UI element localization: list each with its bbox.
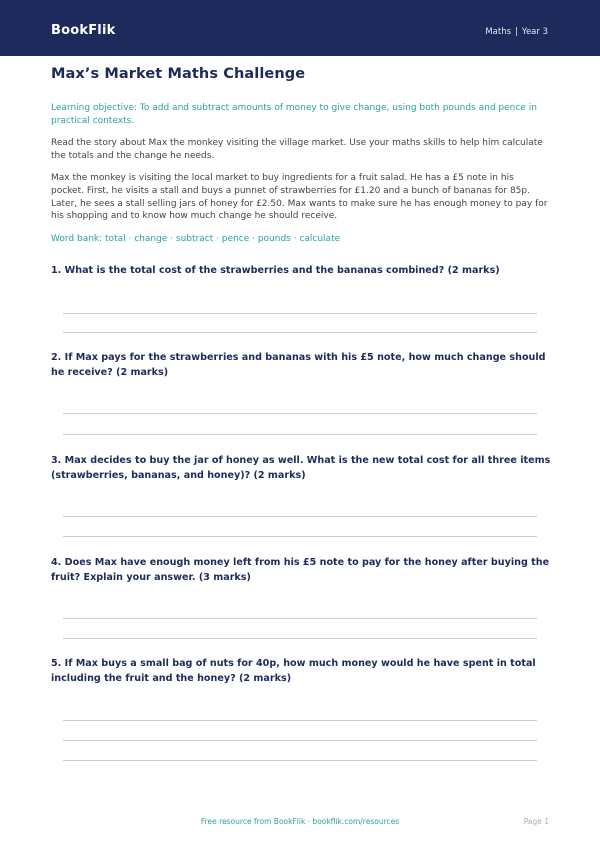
answer-line[interactable] xyxy=(63,536,537,537)
answer-line[interactable] xyxy=(63,760,537,761)
answer-line[interactable] xyxy=(63,413,537,414)
question-1: 1. What is the total cost of the strawberries and the bananas combined? (2 marks) xyxy=(51,265,500,276)
worksheet-intro xyxy=(51,66,549,244)
worksheet-title: Max’s Market Maths Challenge xyxy=(51,66,306,82)
story-paragraph: Max the monkey is visiting the local market to buy ingredients for a fruit salad. He has a £5 note in his pocket. First, he visits a stall and buys a punnet of strawberries for £1.20 and a bunch of bananas for 85p. Later, he sees a stall selling jars of honey for £2.50. Max wants to make sure he has enough money to pay for his shopping and to know how much change he should receive. xyxy=(51,173,548,222)
learning-objective: Learning objective: To add and subtract amounts of money to give change, using both pounds and pence in practical contexts. xyxy=(51,103,537,126)
word-bank: Word bank: total · change · subtract · pence · pounds · calculate xyxy=(51,233,341,244)
answer-line[interactable] xyxy=(63,618,537,619)
answer-line[interactable] xyxy=(63,313,537,314)
brand-logo[interactable]: BookFlik xyxy=(51,23,116,38)
question-2: 2. If Max pays for the strawberries and bananas with his £5 note, how much change should he receive? (2 marks) xyxy=(51,352,546,378)
question-3: 3. Max decides to buy the jar of honey as well. What is the new total cost for all three items (strawberries, bananas, and honey)? (2 marks) xyxy=(51,455,551,481)
year-label: Year 3 xyxy=(521,27,548,37)
answer-line[interactable] xyxy=(63,434,537,435)
question-5: 5. If Max buys a small bag of nuts for 40p, how much money would he have spent in total including the fruit and the honey? (2 marks) xyxy=(51,658,536,684)
question-4: 4. Does Max have enough money left from his £5 note to pay for the honey after buying the fruit? Explain your answer. (3 marks) xyxy=(51,557,550,583)
answer-line[interactable] xyxy=(63,332,537,333)
header-meta xyxy=(485,27,548,37)
answer-line[interactable] xyxy=(63,740,537,741)
answer-line[interactable] xyxy=(63,720,537,721)
page-header xyxy=(0,0,600,56)
page-number: Page 1 xyxy=(523,817,549,826)
header-separator: | xyxy=(515,27,518,37)
subject-label: Maths xyxy=(485,27,512,37)
intro-paragraph: Read the story about Max the monkey visiting the village market. Use your maths skills to help him calculate the totals and the change he needs. xyxy=(51,138,543,161)
footer-credit[interactable]: Free resource from BookFlik · bookflik.com/resources xyxy=(200,817,400,826)
answer-line[interactable] xyxy=(63,638,537,639)
answer-line[interactable] xyxy=(63,516,537,517)
